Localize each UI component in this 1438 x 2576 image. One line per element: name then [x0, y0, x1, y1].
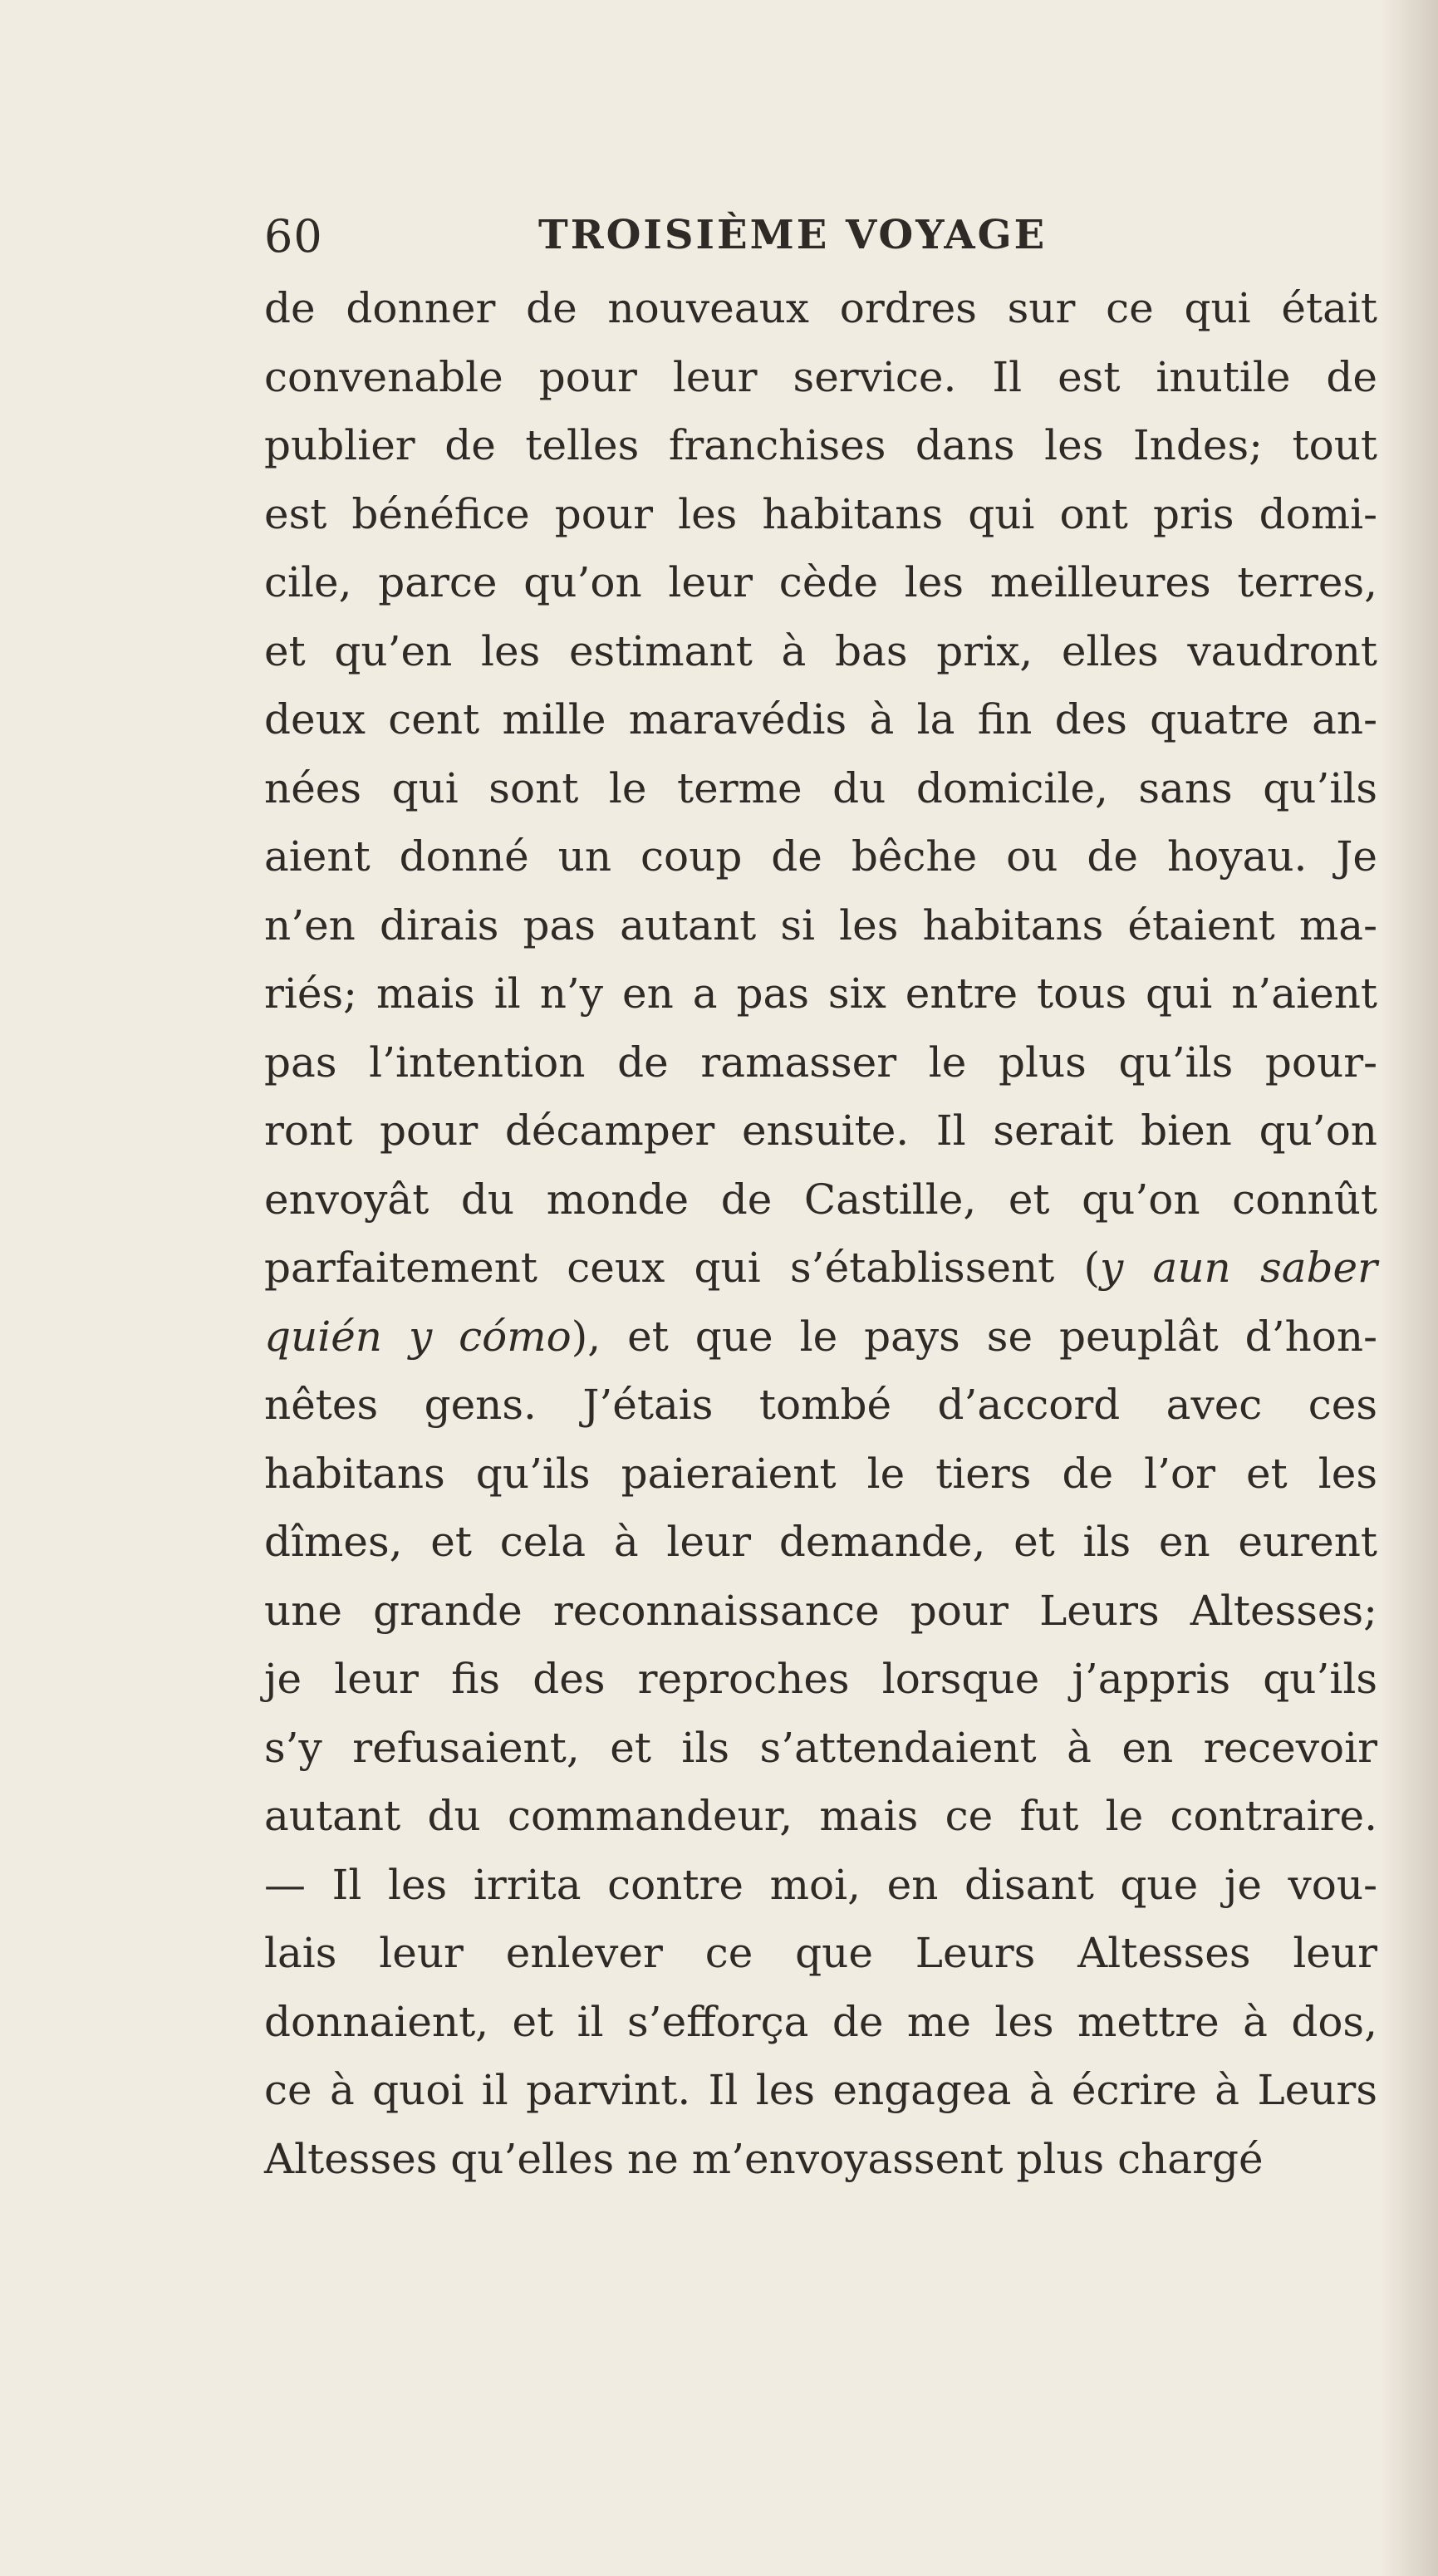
text-line: ce à quoi il parvint. Il les engagea à écrire à Leurs — [264, 2066, 1377, 2114]
page-header — [264, 204, 1369, 270]
text-line: — Il les irrita contre moi, en disant que je vou- — [264, 1860, 1377, 1909]
text-line: convenable pour leur service. Il est inutile de — [264, 352, 1377, 401]
text-line: habitans qu’ils paieraient le tiers de l’or et les — [264, 1449, 1377, 1498]
text-segment: parfaitement ceux qui s’établissent ( — [264, 1244, 1101, 1292]
body-text — [264, 274, 1377, 2193]
text-line: s’y refusaient, et ils s’attendaient à en recevoir — [264, 1723, 1377, 1772]
text-line: Altesses qu’elles ne m’envoyassent plus chargé — [264, 2134, 1264, 2183]
text-line-mixed — [264, 1234, 1377, 1303]
text-line: et qu’en les estimant à bas prix, elles vaudront — [264, 626, 1377, 675]
text-line: publier de telles franchises dans les Indes; tout — [264, 421, 1377, 469]
text-line: une grande reconnaissance pour Leurs Altesses; — [264, 1586, 1377, 1635]
text-line: riés; mais il n’y en a pas six entre tous qui n’aient — [264, 969, 1377, 1018]
running-title: TROISIÈME VOYAGE — [538, 212, 1048, 258]
text-line: n’en dirais pas autant si les habitans étaient ma- — [264, 900, 1377, 949]
text-line: cile, parce qu’on leur cède les meilleures terres, — [264, 558, 1377, 606]
italic-segment: y aun saber — [1100, 1244, 1378, 1292]
text-line: dîmes, et cela à leur demande, et ils en eurent — [264, 1518, 1377, 1566]
text-line: ront pour décamper ensuite. Il serait bien qu’on — [264, 1106, 1377, 1155]
text-line: lais leur enlever ce que Leurs Altesses leur — [264, 1929, 1377, 1977]
text-line: autant du commandeur, mais ce fut le contraire. — [264, 1792, 1377, 1840]
text-segment: ), et que le pays se peuplât d’hon- — [571, 1312, 1377, 1361]
text-line: est bénéfice pour les habitans qui ont pris domi- — [264, 489, 1377, 538]
page-edge-shadow — [1380, 0, 1438, 2576]
text-line: nées qui sont le terme du domicile, sans qu’ils — [264, 763, 1377, 812]
text-line: envoyât du monde de Castille, et qu’on connût — [264, 1175, 1377, 1224]
text-line: nêtes gens. J’étais tombé d’accord avec ces — [264, 1381, 1377, 1429]
text-line: pas l’intention de ramasser le plus qu’ils pour- — [264, 1038, 1377, 1087]
text-line: aient donné un coup de bêche ou de hoyau. Je — [264, 832, 1377, 881]
text-line: deux cent mille maravédis à la fin des quatre an- — [264, 695, 1377, 743]
page-number: 60 — [264, 210, 323, 263]
text-line-mixed — [264, 1303, 1377, 1371]
italic-segment: quién y cómo — [264, 1312, 572, 1361]
text-line: de donner de nouveaux ordres sur ce qui était — [264, 284, 1377, 332]
text-line: je leur fis des reproches lorsque j’appris qu’ils — [264, 1655, 1377, 1703]
text-line: donnaient, et il s’efforça de me les mettre à dos, — [264, 1997, 1377, 2046]
